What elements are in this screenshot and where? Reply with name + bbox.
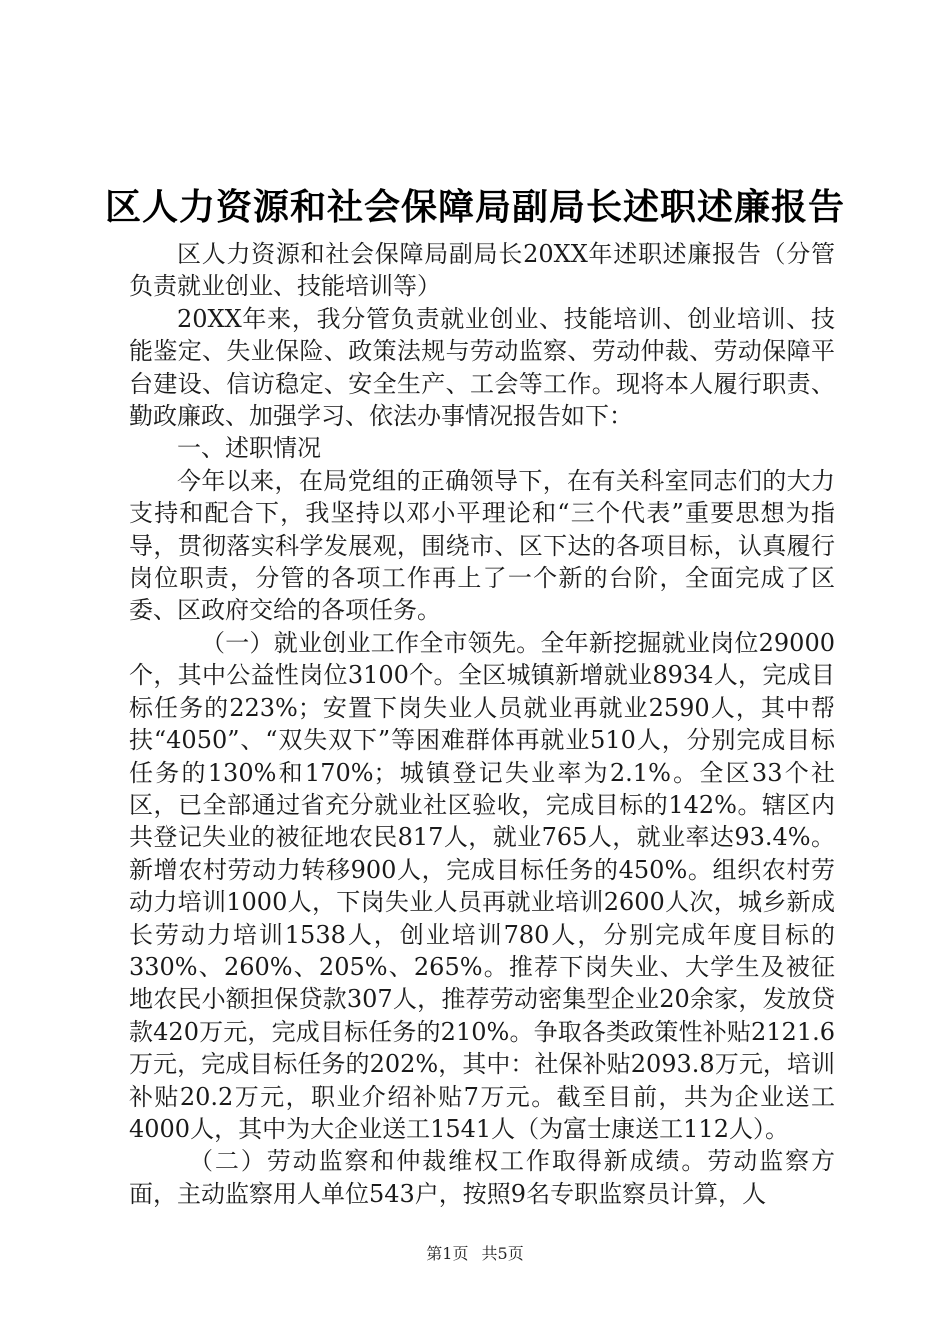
document-body — [129, 238, 835, 1210]
paragraph-employment: （一）就业创业工作全市领先。全年新挖掘就业岗位29000个，其中公益性岗位3100个。全区城镇新增就业8934人，完成目标任务的223%；安置下岗失业人员就业再就业2590人，其中帮扶“4050”、“双失双下”等困难群体再就业510人，分别完成目标任务的130%和170%；城镇登记失业率为2.1%。全区33个社区，已全部通过省充分就业社区验收，完成目标的142%。辖区内共登记失业的被征地农民817人，就业765人，就业率达93.4%。新增农村劳动力转移900人，完成目标任务的450%。组织农村劳动力培训1000人，下岗失业人员再就业培训2600人次，城乡新成长劳动力培训1538人，创业培训780人，分别完成年度目标的330%、260%、205%、265%。推荐下岗失业、大学生及被征地农民小额担保贷款307人，推荐劳动密集型企业20余家，发放贷款420万元，完成目标任务的210%。争取各类政策性补贴2121.6万元，完成目标任务的202%，其中：社保补贴2093.8万元，培训补贴20.2万元，职业介绍补贴7万元。截至目前，共为企业送工4000人，其中为大企业送工1541人（为富士康送工112人）。 — [129, 628, 835, 1143]
page-number: 第1页 — [426, 1244, 469, 1263]
paragraph-intro: 20XX年来，我分管负责就业创业、技能培训、创业培训、技能鉴定、失业保险、政策法规与劳动监察、劳动仲裁、劳动保障平台建设、信访稳定、安全生产、工会等工作。现将本人履行职责、勤政廉政、加强学习、依法办事情况报告如下： — [129, 304, 835, 431]
paragraph-labor-supervision: （二）劳动监察和仲裁维权工作取得新成绩。劳动监察方面，主动监察用人单位543户，按照9名专职监察员计算，人 — [129, 1147, 835, 1208]
page-footer — [0, 1244, 950, 1264]
paragraph-overview: 今年以来，在局党组的正确领导下，在有关科室同志们的大力支持和配合下，我坚持以邓小平理论和“三个代表”重要思想为指导，贯彻落实科学发展观，围绕市、区下达的各项目标，认真履行岗位职责，分管的各项工作再上了一个新的台阶，全面完成了区委、区政府交给的各项任务。 — [129, 466, 835, 625]
document-title: 区人力资源和社会保障局副局长述职述廉报告 — [104, 187, 845, 228]
section-heading: 一、述职情况 — [177, 434, 321, 463]
page-total: 共5页 — [481, 1244, 524, 1263]
paragraph-subtitle: 区人力资源和社会保障局副局长20XX年述职述廉报告（分管负责就业创业、技能培训等） — [129, 240, 835, 301]
